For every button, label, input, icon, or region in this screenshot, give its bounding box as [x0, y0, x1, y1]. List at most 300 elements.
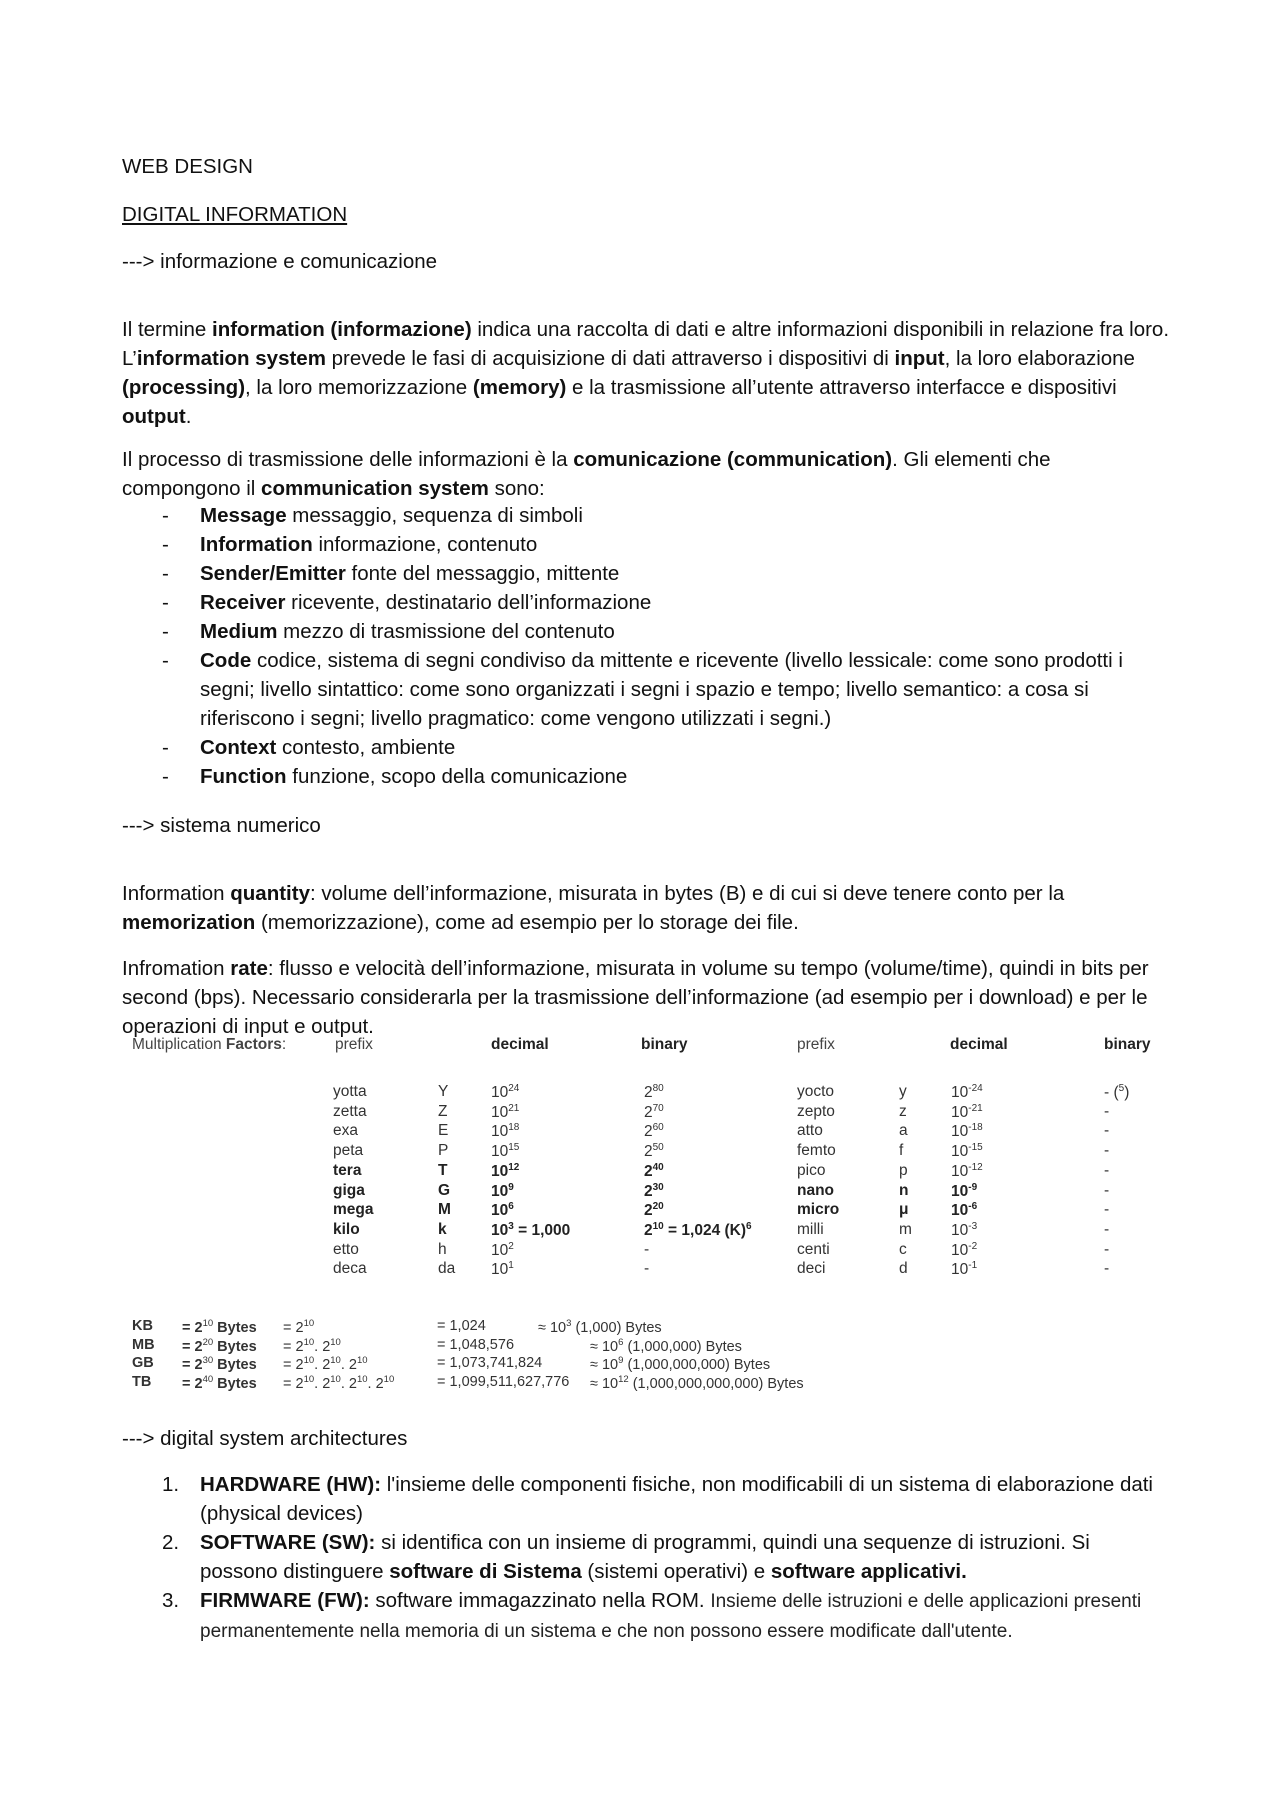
bold-text: FIRMWARE (FW):: [200, 1589, 370, 1612]
approx-base: ≈ 10: [590, 1375, 619, 1392]
decimal-small-text: 10: [951, 1143, 969, 1161]
decimal-small-text: 10: [951, 1241, 969, 1259]
binary-large-text: 2: [644, 1202, 653, 1220]
text-run: Il processo di trasmissione delle informazioni è la: [122, 447, 574, 471]
decimal-large-exponent: 2: [508, 1240, 514, 1252]
decimal-large-text: 10: [491, 1182, 509, 1200]
exact-value: = 1,099,511,627,776: [437, 1373, 570, 1390]
binary-small-exponent: 5: [1118, 1083, 1125, 1094]
list-item-term: Code: [200, 649, 252, 672]
document-title: WEB DESIGN: [122, 155, 253, 178]
text-run: l'insieme delle componenti fisiche, non modificabili di un sistema di elaborazione dati (physical devices): [200, 1473, 1153, 1525]
prefix-large-text: zetta: [333, 1102, 367, 1120]
approx-exponent: 9: [618, 1355, 624, 1366]
text-run: , la loro elaborazione: [944, 346, 1135, 370]
prefix-small: [797, 1083, 834, 1101]
unit-definition-base: = 2: [182, 1338, 203, 1355]
prefix-small: [797, 1260, 825, 1278]
prefix-small: [797, 1221, 824, 1239]
list-item-description: contesto, ambiente: [276, 736, 456, 759]
exact-value: = 1,073,741,824: [437, 1355, 543, 1371]
prefix-small: [797, 1162, 825, 1180]
symbol-small: [899, 1162, 908, 1180]
decimal-small: [951, 1221, 977, 1240]
binary-large: [644, 1260, 649, 1278]
power-expansion: [283, 1337, 341, 1355]
factors-label-b: Factors: [225, 1036, 282, 1053]
binary-large: [644, 1083, 664, 1102]
prefix-small-text: femto: [797, 1142, 836, 1160]
text-run: .: [185, 404, 192, 428]
binary-large-text: 2: [644, 1182, 653, 1200]
unit-definition: [182, 1355, 257, 1373]
decimal-large: [491, 1103, 519, 1122]
column-header: prefix: [797, 1036, 835, 1053]
decimal-small-exponent: -15: [968, 1142, 983, 1154]
bold-text: (processing): [122, 375, 246, 399]
paragraph-rate: [122, 954, 1172, 1041]
subheading-sistema-numerico: ---> sistema numerico: [122, 814, 321, 837]
binary-large: [644, 1142, 664, 1161]
column-header: binary: [1104, 1036, 1151, 1053]
symbol-small-text: m: [899, 1220, 912, 1238]
symbol-small: [899, 1201, 908, 1219]
decimal-small-text: 10: [951, 1123, 969, 1141]
symbol-large-text: h: [438, 1240, 447, 1258]
approx-note: (1,000) Bytes: [571, 1319, 662, 1336]
unit-definition: [182, 1337, 257, 1355]
prefix-large: [333, 1241, 359, 1259]
decimal-large-text: 10: [491, 1202, 509, 1220]
unit-definition: [182, 1374, 257, 1392]
decimal-large: [491, 1162, 519, 1181]
decimal-large: [491, 1142, 519, 1161]
binary-large: [644, 1122, 664, 1141]
binary-large-text: -: [644, 1260, 650, 1278]
text-run: prevede le fasi di acquisizione di dati attraverso i dispositivi di: [325, 346, 895, 370]
decimal-small-text: 10: [951, 1182, 969, 1200]
binary-small: [1104, 1122, 1109, 1140]
binary-large-exponent: 70: [652, 1102, 664, 1114]
bold-text: communication system: [261, 476, 489, 500]
binary-large-text: 2: [644, 1143, 653, 1161]
binary-large: [644, 1162, 664, 1181]
binary-large-exponent: 30: [652, 1181, 664, 1193]
decimal-small-exponent: -21: [968, 1102, 983, 1114]
list-item-description: messaggio, sequenza di simboli: [286, 504, 583, 527]
symbol-large-text: T: [438, 1161, 448, 1179]
binary-small-text: -: [1104, 1161, 1110, 1179]
binary-large: [644, 1182, 664, 1201]
power-expansion: [283, 1374, 394, 1392]
bold-text: SOFTWARE (SW):: [200, 1531, 376, 1554]
decimal-small-exponent: -2: [968, 1240, 978, 1252]
section-heading: DIGITAL INFORMATION: [122, 203, 348, 226]
text-run: si identifica con un insieme di programmi, quindi una sequenze di istruzioni. Si possono distinguere: [200, 1531, 1090, 1583]
list-item: [122, 501, 1172, 530]
decimal-large: [491, 1260, 514, 1279]
decimal-large-text: 10: [491, 1162, 509, 1180]
decimal-small-text: 10: [951, 1162, 969, 1180]
prefix-small-text: deci: [797, 1260, 826, 1278]
list-item-term: Information: [200, 533, 313, 556]
list-item-term: Message: [200, 504, 287, 527]
binary-small: [1104, 1221, 1109, 1239]
prefix-small-text: pico: [797, 1161, 826, 1179]
column-header: binary: [641, 1036, 688, 1053]
symbol-small-text: p: [899, 1161, 908, 1179]
decimal-large: [491, 1221, 570, 1240]
prefix-small: [797, 1103, 835, 1121]
binary-small-text: -: [1104, 1102, 1110, 1120]
power-base: . 2: [340, 1356, 357, 1373]
approx-note: (1,000,000,000) Bytes: [623, 1356, 771, 1373]
prefix-large: [333, 1182, 365, 1200]
list-item: [122, 733, 1172, 762]
symbol-small-text: a: [899, 1122, 908, 1140]
text-run: : volume dell’informazione, misurata in bytes (B) e di cui si deve tenere conto per la: [309, 881, 1065, 905]
binary-small: [1104, 1201, 1109, 1219]
factors-label-a: Multiplication: [132, 1036, 226, 1053]
power-exponent: 10: [356, 1355, 368, 1366]
bold-text: quantity: [230, 881, 310, 905]
symbol-large: [438, 1083, 448, 1101]
decimal-small-exponent: -18: [968, 1122, 983, 1134]
exact-value: = 1,024: [437, 1318, 486, 1334]
column-header: decimal: [491, 1036, 549, 1053]
symbol-small: [899, 1083, 907, 1101]
decimal-small: [951, 1142, 983, 1161]
list-item-description: ricevente, destinatario dell’informazione: [285, 591, 652, 614]
symbol-small-text: y: [899, 1083, 907, 1100]
bold-text: memorization: [122, 910, 256, 934]
symbol-small-text: z: [899, 1102, 907, 1120]
prefix-small: [797, 1122, 823, 1140]
symbol-large-text: M: [438, 1201, 451, 1219]
paragraph-information: [122, 315, 1172, 431]
symbol-small-text: c: [899, 1240, 907, 1258]
text-run: e la trasmissione all’utente attraverso interfacce e dispositivi: [566, 375, 1117, 399]
prefix-large-text: etto: [333, 1240, 359, 1258]
binary-small: [1104, 1142, 1109, 1160]
power-base: . 2: [367, 1375, 384, 1392]
decimal-large: [491, 1083, 519, 1102]
prefix-large: [333, 1162, 361, 1180]
text-run: . Gli elementi che compongono il: [122, 447, 1051, 500]
unit-definition-unit: Bytes: [213, 1356, 257, 1373]
prefix-small-text: atto: [797, 1122, 823, 1140]
symbol-small: [899, 1221, 912, 1239]
list-item-description: codice, sistema di segni condiviso da mittente e ricevente (livello lessicale: come sono prodotti i segni; livello sintattico: come sono organizzati i segni i spazio e tempo; livello semantico: a cosa si riferiscono i segni; livello pragmatico: come vengono utilizzati i segni.): [200, 649, 1123, 730]
decimal-small: [951, 1083, 983, 1102]
list-item-term: Receiver: [200, 591, 286, 614]
binary-large-text: 2: [644, 1162, 653, 1180]
binary-small: [1104, 1241, 1109, 1259]
binary-large-text: 2: [644, 1084, 653, 1102]
decimal-large-exponent: 18: [508, 1122, 520, 1134]
symbol-large-text: E: [438, 1122, 449, 1140]
prefix-large: [333, 1103, 367, 1121]
symbol-small-text: μ: [899, 1201, 909, 1219]
decimal-large: [491, 1182, 514, 1201]
text-run: Insieme delle istruzioni e delle applicazioni presenti permanentemente nella memoria di un sistema e che non possono essere modificate dall'utente.: [200, 1591, 1142, 1642]
list-item-description: fonte del messaggio, mittente: [345, 562, 620, 585]
prefix-large: [333, 1142, 363, 1160]
power-exponent: 10: [356, 1373, 368, 1385]
unit-definition-exponent: 10: [202, 1318, 214, 1329]
unit-label: GB: [132, 1355, 154, 1371]
prefix-large-text: exa: [333, 1122, 358, 1140]
list-item: [122, 1528, 1172, 1586]
list-item-description: informazione, contenuto: [312, 533, 538, 556]
decimal-small-exponent: -1: [968, 1260, 978, 1272]
approx-note: (1,000,000,000,000) Bytes: [628, 1375, 804, 1392]
approx-base: ≈ 10: [590, 1338, 619, 1355]
binary-large-suffix-exponent: 6: [746, 1220, 752, 1232]
unit-definition-exponent: 40: [202, 1373, 214, 1385]
text-run: : flusso e velocità dell’informazione, misurata in volume su tempo (volume/time), quindi in bits per second (bps). Necessario considerarla per la trasmissione dell’informazione (ad esempio per i download) e per le operazioni di input e output.: [122, 956, 1149, 1038]
decimal-large-text: 10: [491, 1241, 509, 1259]
prefix-small-text: nano: [797, 1181, 835, 1199]
power-exponent: 10: [330, 1336, 341, 1348]
decimal-small: [951, 1103, 983, 1122]
binary-large: [644, 1241, 649, 1259]
symbol-large-text: k: [438, 1220, 447, 1238]
symbol-small: [899, 1241, 907, 1259]
prefix-large-text: giga: [333, 1181, 365, 1199]
symbol-large: [438, 1142, 448, 1160]
power-exponent: 10: [303, 1373, 315, 1385]
subheading-architectures: ---> digital system architectures: [122, 1427, 408, 1450]
text-run: indica una raccolta di dati e altre informazioni disponibili in relazione fra loro. L’: [122, 317, 1170, 370]
approx-value: [590, 1374, 804, 1392]
approx-exponent: 3: [566, 1318, 572, 1329]
column-header: decimal: [950, 1036, 1008, 1053]
prefix-small-text: yocto: [797, 1083, 835, 1100]
bold-text: (memory): [472, 375, 567, 399]
list-item-number: 3.: [162, 1589, 180, 1612]
power-exponent: 10: [303, 1318, 315, 1329]
approx-exponent: 6: [618, 1336, 624, 1348]
symbol-small-text: n: [899, 1181, 909, 1199]
list-item: [122, 588, 1172, 617]
prefix-small: [797, 1182, 834, 1200]
approx-base: ≈ 10: [538, 1319, 567, 1336]
approx-note: (1,000,000) Bytes: [623, 1338, 742, 1355]
prefix-large: [333, 1201, 374, 1219]
decimal-large-exponent: 15: [508, 1142, 520, 1154]
power-base: . 2: [314, 1356, 331, 1373]
decimal-large-exponent: 12: [508, 1161, 520, 1173]
bold-text: software applicativi.: [770, 1560, 967, 1583]
decimal-large-exponent: 3: [508, 1220, 514, 1232]
binary-large-text: 2: [644, 1222, 653, 1240]
decimal-small-exponent: -6: [968, 1201, 978, 1213]
unit-definition-base: = 2: [182, 1356, 203, 1373]
list-item-number: 1.: [162, 1473, 180, 1496]
unit-definition-base: = 2: [182, 1375, 203, 1392]
bold-text: rate: [230, 956, 268, 980]
power-base: = 2: [283, 1338, 304, 1355]
prefix-large-text: peta: [333, 1142, 364, 1160]
decimal-large-text: 10: [491, 1103, 509, 1121]
symbol-large: [438, 1260, 455, 1278]
binary-large: [644, 1103, 664, 1122]
decimal-large-exponent: 24: [508, 1083, 520, 1094]
approx-base: ≈ 10: [590, 1356, 619, 1373]
bold-text: output: [122, 404, 186, 428]
binary-small-text: -: [1104, 1220, 1110, 1238]
power-base: = 2: [283, 1375, 304, 1392]
decimal-large: [491, 1122, 519, 1141]
symbol-small: [899, 1142, 903, 1160]
decimal-small: [951, 1260, 977, 1279]
subheading-informazione: ---> informazione e comunicazione: [122, 250, 438, 273]
exact-value: = 1,048,576: [437, 1336, 515, 1353]
approx-value: [538, 1318, 662, 1336]
decimal-small-text: 10: [951, 1202, 969, 1220]
bold-text: HARDWARE (HW):: [200, 1473, 382, 1496]
paragraph-communication: [122, 445, 1172, 503]
binary-small-text: -: [1104, 1260, 1110, 1278]
list-item-term: Medium: [200, 620, 278, 643]
architectures-list: [122, 1470, 1172, 1646]
symbol-small-text: d: [899, 1260, 908, 1278]
decimal-large: [491, 1241, 514, 1260]
decimal-small: [951, 1201, 977, 1220]
decimal-large-exponent: 1: [508, 1260, 514, 1272]
prefix-large: [333, 1221, 360, 1239]
decimal-small: [951, 1182, 977, 1201]
binary-large-exponent: 60: [652, 1122, 664, 1134]
text-run: software immagazzinato nella ROM.: [369, 1589, 711, 1612]
unit-label: MB: [132, 1336, 155, 1353]
binary-small-text: -: [1104, 1240, 1110, 1258]
unit-label: KB: [132, 1318, 153, 1334]
symbol-large-text: Z: [438, 1102, 448, 1120]
unit-definition-unit: Bytes: [213, 1375, 257, 1392]
decimal-large-exponent: 21: [508, 1102, 520, 1114]
symbol-large-text: P: [438, 1142, 449, 1160]
decimal-small-text: 10: [951, 1261, 969, 1279]
bold-text: information system: [136, 346, 326, 370]
decimal-small: [951, 1241, 977, 1260]
approx-value: [590, 1355, 770, 1373]
prefix-large-text: tera: [333, 1161, 362, 1179]
symbol-large: [438, 1162, 447, 1180]
power-exponent: 10: [383, 1373, 395, 1385]
symbol-small: [899, 1103, 907, 1121]
text-run: sono:: [488, 476, 545, 500]
unit-label: TB: [132, 1373, 152, 1390]
prefix-large-text: kilo: [333, 1220, 360, 1238]
prefix-large: [333, 1083, 367, 1101]
decimal-large-text: 10: [491, 1222, 509, 1240]
bold-text: software di Sistema: [389, 1560, 582, 1583]
list-item-number: 2.: [162, 1531, 180, 1554]
text-run: Infromation: [122, 956, 231, 980]
text-run: Information: [122, 881, 231, 905]
symbol-large-text: Y: [438, 1083, 449, 1100]
symbol-small: [899, 1260, 908, 1278]
text-run: Il termine: [122, 317, 212, 341]
text-run: (memorizzazione), come ad esempio per lo storage dei file.: [255, 910, 799, 934]
symbol-large: [438, 1241, 447, 1259]
approx-value: [590, 1337, 742, 1355]
binary-small: [1104, 1260, 1109, 1278]
list-item-term: Function: [200, 765, 287, 788]
unit-definition-base: = 2: [182, 1319, 203, 1336]
unit-definition-exponent: 30: [202, 1355, 214, 1366]
list-item-term: Sender/Emitter: [200, 562, 346, 585]
prefix-small-text: centi: [797, 1240, 830, 1258]
power-base: = 2: [283, 1319, 304, 1336]
list-item: [122, 530, 1172, 559]
prefix-large: [333, 1122, 358, 1140]
binary-small-text: - (: [1104, 1084, 1119, 1102]
decimal-large-exponent: 9: [508, 1181, 514, 1193]
decimal-small-exponent: -12: [968, 1161, 983, 1173]
decimal-large-text: 10: [491, 1261, 509, 1279]
communication-elements-list: [122, 501, 1172, 791]
binary-large-exponent: 80: [652, 1083, 664, 1094]
power-base: = 2: [283, 1356, 304, 1373]
approx-exponent: 12: [618, 1373, 629, 1385]
symbol-small-text: f: [899, 1142, 904, 1160]
binary-large-exponent: 50: [652, 1142, 664, 1154]
decimal-large-exponent: 6: [508, 1201, 514, 1213]
text-run: (sistemi operativi) e: [581, 1560, 771, 1583]
list-item: [122, 559, 1172, 588]
binary-small-text: -: [1104, 1201, 1110, 1219]
binary-small-text: -: [1104, 1142, 1110, 1160]
decimal-small-text: 10: [951, 1084, 969, 1102]
binary-small-suffix: ): [1124, 1084, 1130, 1102]
decimal-small-text: 10: [951, 1222, 969, 1240]
column-header: prefix: [335, 1036, 373, 1053]
power-base: . 2: [314, 1338, 331, 1355]
symbol-small: [899, 1122, 908, 1140]
decimal-small-exponent: -3: [968, 1220, 978, 1232]
binary-small-text: -: [1104, 1181, 1110, 1199]
prefix-small-text: zepto: [797, 1102, 835, 1120]
binary-large-text: -: [644, 1240, 650, 1258]
power-base: . 2: [340, 1375, 357, 1392]
list-item: [122, 617, 1172, 646]
decimal-small: [951, 1162, 983, 1181]
list-item: [122, 1470, 1172, 1528]
prefix-small: [797, 1201, 839, 1219]
decimal-small: [951, 1122, 983, 1141]
binary-large-exponent: 20: [652, 1201, 664, 1213]
binary-small: [1104, 1083, 1129, 1102]
bold-text: information (informazione): [212, 317, 472, 341]
list-item: [122, 646, 1172, 733]
list-item: [122, 762, 1172, 791]
decimal-large-text: 10: [491, 1084, 509, 1102]
symbol-large: [438, 1201, 451, 1219]
decimal-small-exponent: -9: [968, 1181, 978, 1193]
symbol-large: [438, 1182, 450, 1200]
decimal-small-text: 10: [951, 1103, 969, 1121]
symbol-large: [438, 1221, 447, 1239]
unit-definition: [182, 1318, 257, 1336]
binary-large-suffix: = 1,024 (K): [663, 1222, 747, 1240]
symbol-large-text: da: [438, 1260, 456, 1278]
binary-small: [1104, 1103, 1109, 1121]
factors-label-c: :: [281, 1036, 287, 1053]
bold-text: input: [894, 346, 945, 370]
